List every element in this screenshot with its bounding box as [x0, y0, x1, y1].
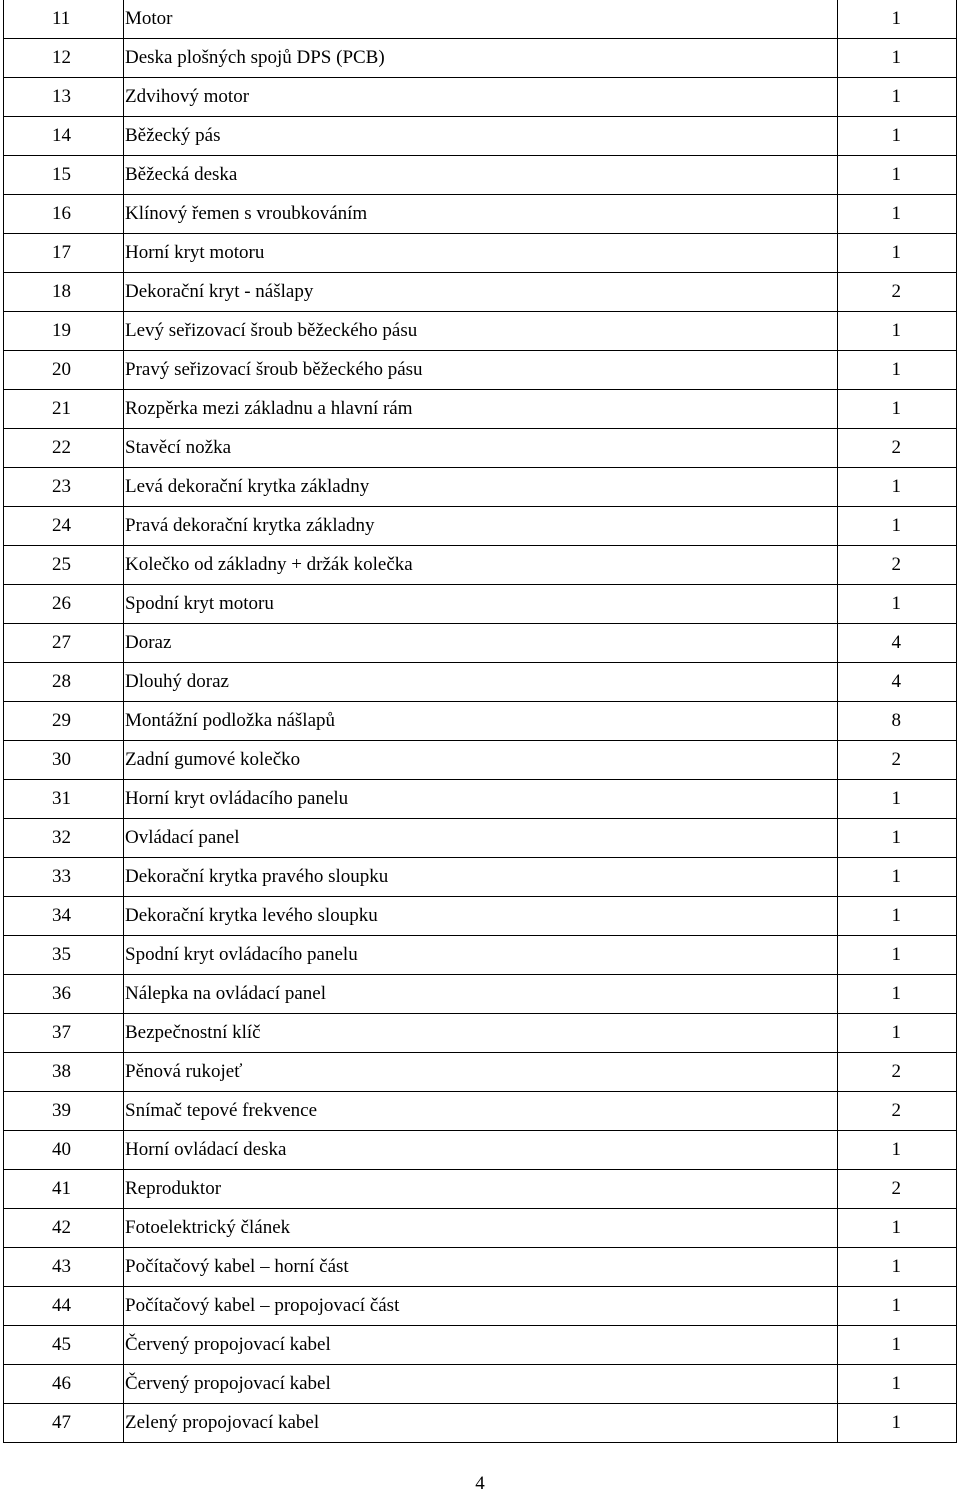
part-name-cell: Běžecký pás [124, 117, 838, 156]
part-name-cell: Doraz [124, 624, 838, 663]
part-name-cell: Červený propojovací kabel [124, 1365, 838, 1404]
part-quantity-cell: 1 [838, 975, 957, 1014]
part-number-cell: 21 [4, 390, 124, 429]
table-row [4, 234, 957, 273]
part-name-cell: Bezpečnostní klíč [124, 1014, 838, 1053]
table-row [4, 468, 957, 507]
table-row [4, 819, 957, 858]
table-row [4, 429, 957, 468]
part-number-cell: 37 [4, 1014, 124, 1053]
parts-table [3, 0, 957, 1443]
part-name-cell: Dekorační krytka pravého sloupku [124, 858, 838, 897]
part-number-cell: 15 [4, 156, 124, 195]
part-name-cell: Dekorační krytka levého sloupku [124, 897, 838, 936]
part-name-cell: Dlouhý doraz [124, 663, 838, 702]
part-name-cell: Zdvihový motor [124, 78, 838, 117]
part-quantity-cell: 4 [838, 663, 957, 702]
part-name-cell: Montážní podložka nášlapů [124, 702, 838, 741]
part-quantity-cell: 2 [838, 741, 957, 780]
part-name-cell: Kolečko od základny + držák kolečka [124, 546, 838, 585]
part-name-cell: Motor [124, 0, 838, 39]
table-row [4, 1326, 957, 1365]
part-number-cell: 34 [4, 897, 124, 936]
table-row [4, 1170, 957, 1209]
part-quantity-cell: 1 [838, 819, 957, 858]
part-quantity-cell: 2 [838, 429, 957, 468]
part-number-cell: 13 [4, 78, 124, 117]
part-number-cell: 32 [4, 819, 124, 858]
part-name-cell: Horní ovládací deska [124, 1131, 838, 1170]
part-number-cell: 45 [4, 1326, 124, 1365]
part-quantity-cell: 1 [838, 1131, 957, 1170]
table-row [4, 1131, 957, 1170]
part-name-cell: Běžecká deska [124, 156, 838, 195]
part-name-cell: Pravá dekorační krytka základny [124, 507, 838, 546]
part-number-cell: 24 [4, 507, 124, 546]
part-quantity-cell: 1 [838, 1014, 957, 1053]
part-name-cell: Fotoelektrický článek [124, 1209, 838, 1248]
page-number: 4 [475, 1473, 485, 1494]
table-row [4, 273, 957, 312]
part-name-cell: Spodní kryt ovládacího panelu [124, 936, 838, 975]
part-quantity-cell: 2 [838, 1170, 957, 1209]
part-quantity-cell: 1 [838, 78, 957, 117]
part-number-cell: 38 [4, 1053, 124, 1092]
table-row [4, 1014, 957, 1053]
part-quantity-cell: 2 [838, 273, 957, 312]
part-name-cell: Dekorační kryt - nášlapy [124, 273, 838, 312]
table-row [4, 741, 957, 780]
part-quantity-cell: 1 [838, 0, 957, 39]
part-quantity-cell: 1 [838, 780, 957, 819]
table-row [4, 936, 957, 975]
part-number-cell: 17 [4, 234, 124, 273]
table-row [4, 1092, 957, 1131]
part-quantity-cell: 2 [838, 1053, 957, 1092]
table-row [4, 624, 957, 663]
part-number-cell: 31 [4, 780, 124, 819]
table-row [4, 1287, 957, 1326]
part-number-cell: 44 [4, 1287, 124, 1326]
part-name-cell: Rozpěrka mezi základnu a hlavní rám [124, 390, 838, 429]
part-quantity-cell: 1 [838, 312, 957, 351]
part-name-cell: Ovládací panel [124, 819, 838, 858]
part-quantity-cell: 1 [838, 234, 957, 273]
part-name-cell: Klínový řemen s vroubkováním [124, 195, 838, 234]
part-quantity-cell: 1 [838, 1326, 957, 1365]
part-quantity-cell: 2 [838, 1092, 957, 1131]
part-name-cell: Spodní kryt motoru [124, 585, 838, 624]
part-name-cell: Horní kryt ovládacího panelu [124, 780, 838, 819]
part-name-cell: Snímač tepové frekvence [124, 1092, 838, 1131]
table-row [4, 585, 957, 624]
table-row [4, 117, 957, 156]
part-quantity-cell: 1 [838, 390, 957, 429]
part-number-cell: 11 [4, 0, 124, 39]
part-number-cell: 25 [4, 546, 124, 585]
part-number-cell: 16 [4, 195, 124, 234]
parts-table-body [4, 0, 957, 1443]
table-row [4, 351, 957, 390]
part-quantity-cell: 2 [838, 546, 957, 585]
part-name-cell: Pravý seřizovací šroub běžeckého pásu [124, 351, 838, 390]
part-name-cell: Počítačový kabel – propojovací část [124, 1287, 838, 1326]
table-row [4, 780, 957, 819]
table-row [4, 1248, 957, 1287]
table-row [4, 312, 957, 351]
part-quantity-cell: 1 [838, 1404, 957, 1443]
part-name-cell: Nálepka na ovládací panel [124, 975, 838, 1014]
part-number-cell: 14 [4, 117, 124, 156]
table-row [4, 897, 957, 936]
part-number-cell: 41 [4, 1170, 124, 1209]
part-quantity-cell: 1 [838, 585, 957, 624]
part-number-cell: 28 [4, 663, 124, 702]
part-number-cell: 19 [4, 312, 124, 351]
part-number-cell: 12 [4, 39, 124, 78]
part-name-cell: Levá dekorační krytka základny [124, 468, 838, 507]
table-row [4, 858, 957, 897]
table-row [4, 702, 957, 741]
part-quantity-cell: 1 [838, 195, 957, 234]
part-number-cell: 18 [4, 273, 124, 312]
part-name-cell: Stavěcí nožka [124, 429, 838, 468]
table-row [4, 0, 957, 39]
table-row [4, 156, 957, 195]
part-number-cell: 36 [4, 975, 124, 1014]
part-name-cell: Pěnová rukojeť [124, 1053, 838, 1092]
part-number-cell: 40 [4, 1131, 124, 1170]
part-quantity-cell: 1 [838, 351, 957, 390]
part-quantity-cell: 1 [838, 936, 957, 975]
part-quantity-cell: 1 [838, 858, 957, 897]
part-number-cell: 43 [4, 1248, 124, 1287]
part-quantity-cell: 1 [838, 1287, 957, 1326]
part-quantity-cell: 1 [838, 117, 957, 156]
part-quantity-cell: 1 [838, 468, 957, 507]
part-name-cell: Deska plošných spojů DPS (PCB) [124, 39, 838, 78]
part-name-cell: Zelený propojovací kabel [124, 1404, 838, 1443]
table-row [4, 390, 957, 429]
part-number-cell: 30 [4, 741, 124, 780]
part-quantity-cell: 1 [838, 897, 957, 936]
part-quantity-cell: 1 [838, 1248, 957, 1287]
table-row [4, 78, 957, 117]
part-number-cell: 39 [4, 1092, 124, 1131]
part-number-cell: 29 [4, 702, 124, 741]
table-row [4, 195, 957, 234]
table-row [4, 546, 957, 585]
part-quantity-cell: 1 [838, 1209, 957, 1248]
part-number-cell: 22 [4, 429, 124, 468]
part-quantity-cell: 1 [838, 39, 957, 78]
part-number-cell: 23 [4, 468, 124, 507]
table-row [4, 507, 957, 546]
part-quantity-cell: 8 [838, 702, 957, 741]
part-name-cell: Horní kryt motoru [124, 234, 838, 273]
part-name-cell: Levý seřizovací šroub běžeckého pásu [124, 312, 838, 351]
part-number-cell: 46 [4, 1365, 124, 1404]
part-number-cell: 27 [4, 624, 124, 663]
part-name-cell: Zadní gumové kolečko [124, 741, 838, 780]
table-row [4, 39, 957, 78]
table-row [4, 975, 957, 1014]
part-name-cell: Počítačový kabel – horní část [124, 1248, 838, 1287]
table-row [4, 1053, 957, 1092]
part-number-cell: 26 [4, 585, 124, 624]
part-quantity-cell: 4 [838, 624, 957, 663]
part-name-cell: Reproduktor [124, 1170, 838, 1209]
part-number-cell: 20 [4, 351, 124, 390]
table-row [4, 1365, 957, 1404]
part-quantity-cell: 1 [838, 1365, 957, 1404]
table-row [4, 663, 957, 702]
table-row [4, 1209, 957, 1248]
part-number-cell: 35 [4, 936, 124, 975]
part-name-cell: Červený propojovací kabel [124, 1326, 838, 1365]
part-quantity-cell: 1 [838, 156, 957, 195]
part-number-cell: 33 [4, 858, 124, 897]
part-number-cell: 47 [4, 1404, 124, 1443]
table-row [4, 1404, 957, 1443]
part-number-cell: 42 [4, 1209, 124, 1248]
part-quantity-cell: 1 [838, 507, 957, 546]
